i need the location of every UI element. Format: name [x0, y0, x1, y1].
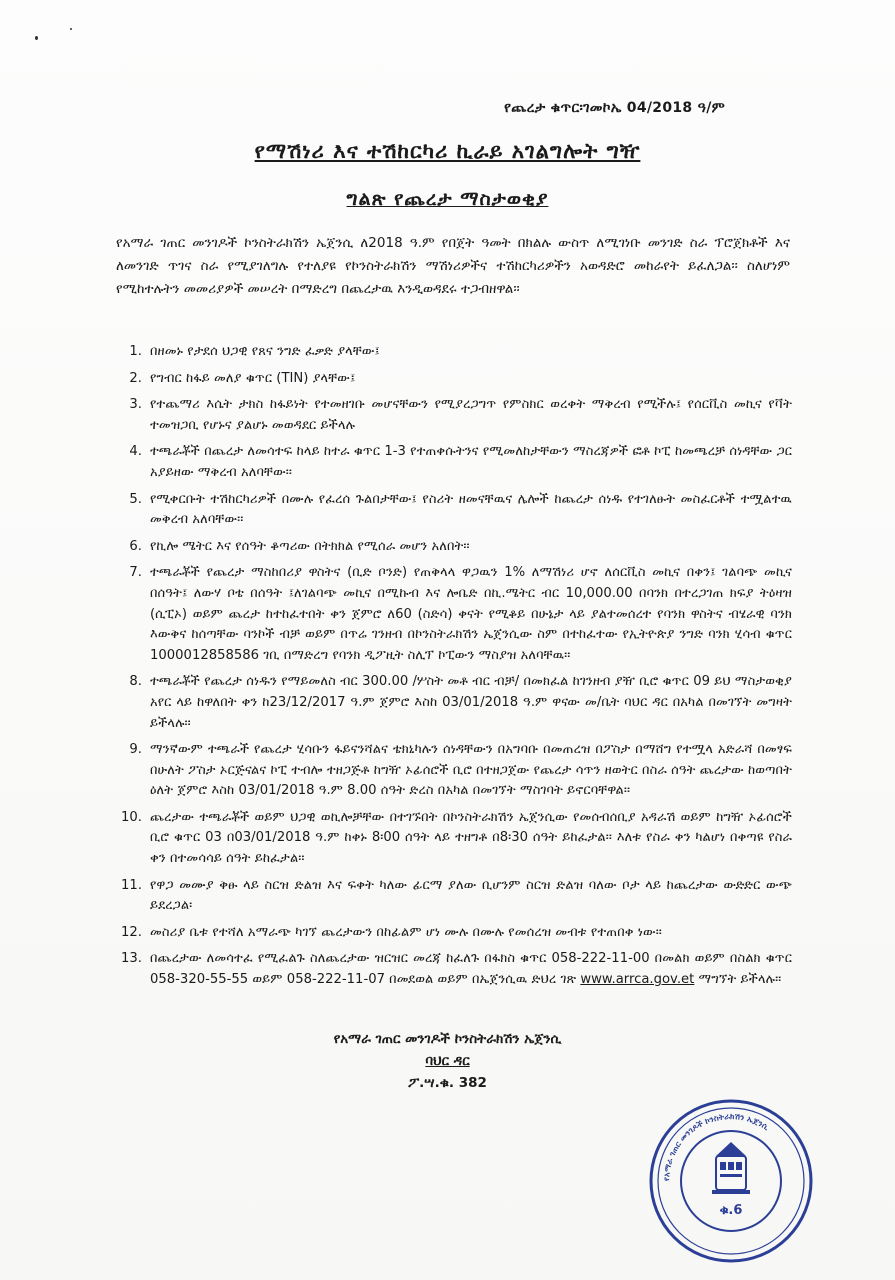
item-text: የዋጋ መሙያ ቅፁ ላይ ስርዝ ድልዝ እና ፍቀት ካለው ፊርማ ያለው ቢሆንም ስርዝ ድልዝ ባለው ቦታ ላይ ከጨረታው ውድድር ውጭ ይደረጋል፡: [150, 877, 792, 914]
item-number: 2.: [129, 370, 142, 386]
item-number: 12.: [121, 924, 142, 940]
list-item: [112, 490, 792, 531]
signature-city: ባህር ዳር: [425, 1053, 470, 1069]
item-number: 7.: [129, 565, 142, 581]
list-item: [112, 808, 792, 870]
item-number: 3.: [129, 397, 142, 413]
list-item: [112, 672, 792, 734]
list-item: [112, 395, 792, 436]
item-text: ተጫራቾች የጨረታ ማስከበሪያ ዋስትና (ቢድ ቦንድ) የጠቅላላ ዋጋዉን 1% ለማሽነሪ ሆኖ ለሰርቪስ መኪና በቀን፤ ገልባጭ መኪና በሰዓት፤ ለውሃ ቦቴ በሰዓት ፤ለገልባጭ መኪና በሚኩብ እና ሎቤድ በኪ.ሜትር ብር 10,000.00 በባንክ በተረጋገጠ ክፍያ ትዕዛዝ (ሲፒኦ) ወይም ጨረታ ከተከፈተበት ቀን ጀምሮ ለ60 (ስድሳ) ቀናት የሚቆይ በሁኔታ ላይ ያልተመሰረተ የባንክ ዋስትና ብሄራዊ ባንክ እውቅና ከሰጣቸው ባንኮች ብቻ ወይም በጥሬ ገንዘብ በኮንስትራክሽን ኤጀንሲው ስም በተከፈተው የኢትዮጵያ ንግድ ባንክ ሂሳብ ቁጥር 1000012858586 ገቢ በማድረግ የባንክ ዲፖዚት ስሊፕ ኮፒውን ማስያዝ አለባቸዉ፡፡: [150, 565, 792, 663]
item-number: 10.: [121, 809, 142, 825]
item-number: 4.: [129, 444, 142, 460]
stamp-emblem-icon: [712, 1142, 750, 1194]
item-text-main: በጨረታው ለመሳተፈ የሚፈልጉ ስለጨረታው ዝርዝር መረጃ ከፈለጉ በፋክስ ቁጥር 058-222-11-00 በመልክ ወይም በስልክ ቁጥር 058-320-55-55 ወይም 058-222-11-07 በመደወል ወይም በኤጀንሲዉ ድህረ ገጽ: [150, 951, 792, 988]
signature-agency: የአማራ ገጠር መንገዶች ኮንስትራክሽን ኤጀንሲ: [333, 1031, 562, 1047]
item-text: ማንኛውም ተጫራች የጨረታ ሂሳቡን ፋይናንሻልና ቴክኒካሉን ሰነዳቸውን በአግባቡ በመጠረዝ በፖስታ በማሸግ የተሟላ አድራሻ በመፃፍ በሁለት ፖስታ ኦርጅናልና ኮፒ ተብሎ ተዘጋጅቶ ከግዥ ኦፊሰሮች ቢሮ በተዘጋጀው የጨረታ ሳጥን ዘወትር በስራ ሰዓት ጨረታው ከወጣበት ዕለት ጀምሮ እስከ 03/01/2018 ዓ.ም 8.00 ሰዓት ድረስ በአካል በመገኘት ማስገባት ይኖርባቸዋል፡፡: [150, 742, 792, 799]
official-stamp: [648, 1098, 814, 1264]
list-item: [112, 876, 792, 917]
list-item: [112, 923, 792, 944]
item-number: 1.: [129, 344, 142, 359]
item-text: መስሪያ ቤቱ የተሻለ አማራጭ ካገኘ ጨረታውን በከፊልም ሆነ ሙሉ በሙሉ የመሰረዝ መብቱ የተጠበቀ ነው፡፡: [150, 924, 662, 940]
list-item: [112, 949, 792, 990]
item-number: 5.: [129, 491, 142, 507]
item-number: 6.: [129, 538, 142, 554]
item-text: ተጫራቾች የጨረታ ሰነዱን የማይመለስ ብር 300.00 /ሦስት መቶ ብር ብቻ/ በመክፈል ከገንዘብ ያዥ ቢሮ ቁጥር 09 ይህ ማስታወቂያ አየር ላይ ከዋለበት ቀን ከ23/12/2017 ዓ.ም ጀምሮ እስከ 03/01/2018 ዓ.ም ዋናው መ/ቤት ባህር ዳር በአካል በመገኘት መግዛት ይችላሉ፡፡: [150, 674, 792, 731]
stamp-ring: [658, 1108, 804, 1254]
item-number: 11.: [121, 877, 142, 893]
item-number: 13.: [121, 951, 142, 967]
list-item: [112, 442, 792, 483]
tender-reference-number: የጨረታ ቁጥር፡ገመኮኤ 04/2018 ዓ/ም: [504, 100, 725, 116]
intro-paragraph: የአማራ ገጠር መንገዶች ኮንስትራክሽን ኤጀንሲ ለ2018 ዓ.ም የበጀት ዓመት በክልሉ ውስጥ ለሚገነቡ መንገድ ስራ ፕሮጀክቶች እና ለመንገድ ጥገና ስራ የሚያገለግሉ የተለያዩ የኮንስትራክሽን ማሽነሪዎችና ተሽከርካሪዎችን አወዳድሮ መከራየት ይፈለጋል፡፡ ስለሆነም የሚከተሉትን መመሪያዎች መሠረት በማድረግ በጨረታዉ እንዲወዳደሩ ተጋብዘዋል፡፡: [116, 235, 790, 297]
requirements-list: [112, 342, 792, 997]
item-text: [150, 949, 792, 990]
stamp-outer-ring: [651, 1101, 811, 1261]
list-item: [112, 342, 792, 363]
item-text: የኪሎ ሜትር እና የሰዓት ቆጣሪው በትክክል የሚሰራ መሆን አለበት፡፡: [150, 538, 470, 554]
item-text-tail: ማግኘት ይችላሉ፡፡: [694, 972, 782, 988]
item-text: የግብር ከፋይ መለያ ቁጥር (TIN) ያላቸው፤: [150, 370, 356, 386]
item-text: ጨረታው ተጫራቾች ወይም ህጋዊ ወኪሎቻቸው በተገኙበት በኮንስትራክሽን ኤጀንሲው የመሰብሰቢያ አዳራሽ ወይም ከግዥ ኦፊሰሮች ቢሮ ቁጥር 03 በ03/01/2018 ዓ.ም ከቀኑ 8፡00 ሰዓት ላይ ተዘግቶ በ8፡30 ሰዓት ይከፈታል፡፡ እለቱ የስራ ቀን ካልሆነ በቀጣዩ የስራ ቀን በተመሳሳይ ሰዓት ይከፈታል፡፡: [150, 809, 792, 867]
signature-po-box: ፖ.ሣ.ቁ. 382: [408, 1075, 487, 1091]
stamp-ring-text: የአማራ ገጠር መንገዶች ኮንስትራክሽን ኤጀንሲ: [661, 1111, 771, 1182]
document-subtitle: ግልጽ የጨረታ ማስታወቂያ: [346, 188, 549, 210]
list-item: [112, 369, 792, 390]
stamp-number: ቁ.6: [719, 1203, 743, 1218]
list-item: [112, 740, 792, 802]
item-number: 9.: [129, 742, 142, 758]
list-item: [112, 537, 792, 558]
website-link[interactable]: www.arrca.gov.et: [580, 972, 695, 988]
scan-speck: [70, 28, 72, 30]
item-text: ተጫራቾች በጨረታ ለመሳተፍ ከላይ ከተራ ቁጥር 1-3 የተጠቀሱትንና የሚመለከታቸውን ማስረጃዎች ፎቶ ኮፒ ከመጫረቻ ሰነዳቸው ጋር አያይዘው ማቅረብ አለባቸው፡፡: [150, 444, 792, 480]
scan-speck: [35, 36, 38, 40]
item-number: 8.: [129, 674, 142, 690]
list-item: [112, 563, 792, 666]
item-text: በዘመኑ የታደሰ ህጋዊ የጸና ንግድ ፈቃድ ያላቸው፤: [150, 344, 380, 359]
item-text: የሚቀርቡት ተሽከርካሪዎች በሙሉ የፈረሰ ጉልበታቸው፤ የስሪት ዘመናቸዉና ሌሎች ከጨረታ ሰነዱ የተገለፁት መስፈርቶች ተሟልተዉ መቅረብ አለባቸው፡፡: [150, 491, 792, 528]
document-title: የማሽነሪ እና ተሽከርካሪ ኪራይ አገልግሎት ግዥ: [254, 139, 641, 163]
item-text: የተጨማሪ እሴት ታክስ ከፋይነት የተመዘገቡ መሆናቸውን የሚያረጋግጥ የምስክር ወረቀት ማቅረብ የሚችሉ፤ የሰርቪስ መኪና የቫት ተመዝጋቢ የሆኑና ያልሆኑ መወዳደር ይችላሉ: [150, 397, 792, 433]
